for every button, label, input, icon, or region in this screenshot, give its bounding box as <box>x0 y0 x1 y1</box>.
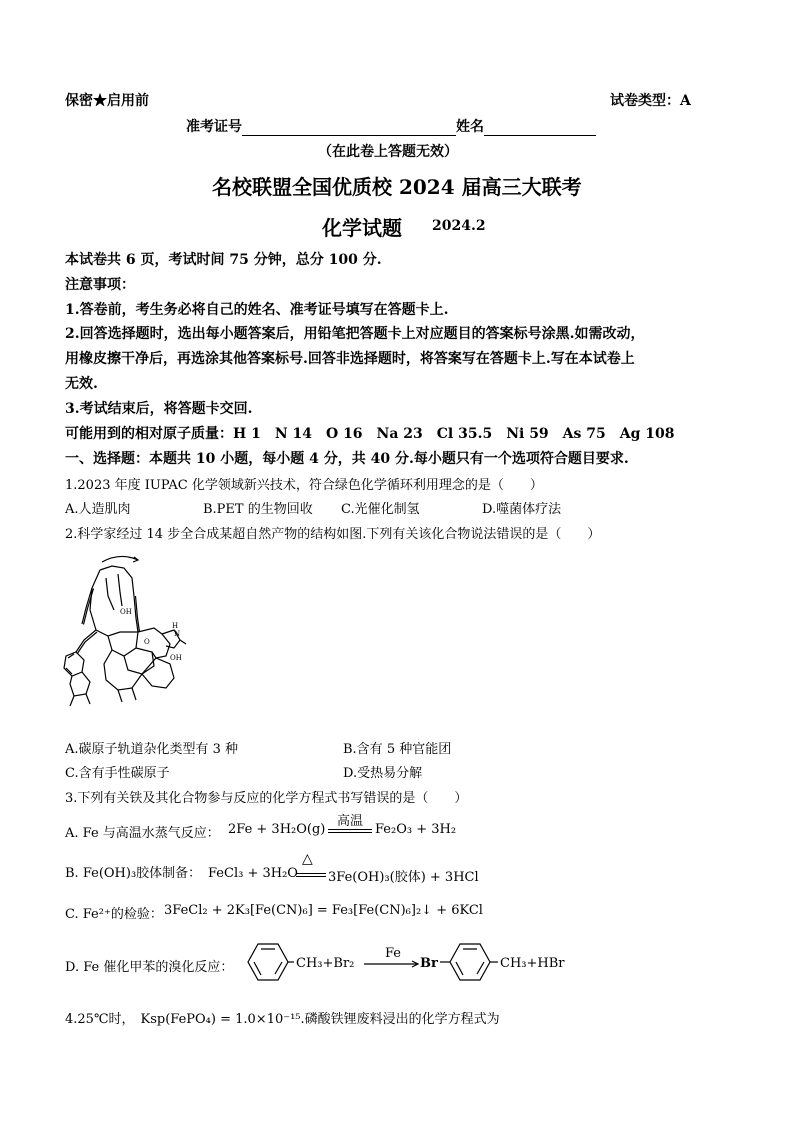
question-3-option-d-left: CH₃+Br₂ <box>296 956 355 971</box>
candidate-info-line <box>186 116 596 136</box>
question-1-option-d: D.噬菌体疗法 <box>482 502 562 517</box>
name-label: 姓名 <box>456 119 484 135</box>
question-3-option-a-right: Fe₂O₃ + 3H₂ <box>375 822 457 837</box>
section-1-heading: 一、选择题：本题共 10 小题，每小题 4 分，共 40 分.每小题只有一个选项符合题目要求. <box>65 451 629 467</box>
confidential-label: 保密★启用前 <box>65 93 149 109</box>
exam-date: 2024.2 <box>432 218 486 234</box>
benzene-ring-product <box>440 938 504 986</box>
question-1-option-b: B.PET 的生物回收 <box>203 502 313 517</box>
question-3-option-d-right: CH₃+HBr <box>500 956 565 971</box>
question-2-option-b: B.含有 5 种官能团 <box>343 742 452 757</box>
question-3-option-a-arrow <box>328 829 372 830</box>
figure-label-oh-2: OH <box>170 654 182 662</box>
question-3-option-c-label: C. Fe²⁺的检验： <box>65 907 163 922</box>
molecule-structure-figure <box>62 548 190 726</box>
note-2-line-2: 用橡皮擦干净后，再选涂其他答案标号.回答非选择题时，将答案写在答题卡上.写在本试卷上 <box>65 351 635 367</box>
question-3-option-d-label: D. Fe 催化甲苯的溴化反应： <box>65 960 234 975</box>
note-2-line-3: 无效. <box>65 376 98 392</box>
figure-label-n: N <box>174 630 181 638</box>
figure-label-oh-1: OH <box>120 608 132 616</box>
question-3-option-a-condition: 高温 <box>337 814 364 829</box>
question-3-stem: 3.下列有关铁及其化合物参与反应的化学方程式书写错误的是（ ） <box>65 791 468 806</box>
notes-heading: 注意事项： <box>65 277 135 293</box>
question-1-option-a: A.人造肌肉 <box>65 502 131 517</box>
ticket-number-blank <box>242 120 456 136</box>
exam-type-label: 试卷类型：A <box>610 93 691 109</box>
question-3-option-b-arrow-2 <box>296 876 326 877</box>
question-3-option-b-left: FeCl₃ + 3H₂O <box>208 866 298 881</box>
question-3-option-a-label: A. Fe 与高温水蒸气反应： <box>65 826 220 841</box>
question-4-ksp: Ksp(FePO₄) = 1.0×10⁻¹⁵ <box>140 1012 301 1027</box>
exam-intro: 本试卷共 6 页，考试时间 75 分钟，总分 100 分. <box>65 252 382 268</box>
subject-title: 化学试题 <box>322 216 402 240</box>
atomic-masses: 可能用到的相对原子质量：H 1 N 14 O 16 Na 23 Cl 35.5 Ni 59 As 75 Ag 108 <box>65 426 675 442</box>
question-2-option-d: D.受热易分解 <box>343 766 423 781</box>
benzene-ring-reactant <box>242 938 294 986</box>
figure-label-h: H <box>172 622 179 630</box>
question-2-option-c: C.含有手性碳原子 <box>65 766 170 781</box>
question-2-stem: 2.科学家经过 14 步全合成某超自然产物的结构如图.下列有关该化合物说法错误的是（ ） <box>65 527 601 542</box>
exam-title: 名校联盟全国优质校 2024 届高三大联考 <box>212 175 582 199</box>
note-2-line-1: 2.回答选择题时，选出每小题答案后，用铅笔把答题卡上对应题目的答案标号涂黑.如需改动， <box>65 326 645 342</box>
question-3-option-b-arrow <box>296 873 326 874</box>
question-2-option-a: A.碳原子轨道杂化类型有 3 种 <box>65 742 239 757</box>
question-3-option-d-condition: Fe <box>385 946 402 961</box>
note-3: 3.考试结束后，将答题卡交回. <box>65 401 253 417</box>
question-4-stem-prefix: 4.25℃时， <box>65 1012 135 1027</box>
question-3-option-d-bromo: Br <box>420 956 438 971</box>
question-4-stem-suffix: .磷酸铁锂废料浸出的化学方程式为 <box>300 1012 500 1027</box>
reaction-arrow <box>364 960 420 968</box>
note-1: 1.答卷前，考生务必将自己的姓名、准考证号填写在答题卡上. <box>65 302 449 318</box>
question-3-option-b-label: B. Fe(OH)₃胶体制备： <box>65 866 202 881</box>
question-3-option-b-condition: △ <box>302 851 313 867</box>
question-1-option-c: C.光催化制氢 <box>341 502 420 517</box>
question-3-option-a-left: 2Fe + 3H₂O(g) <box>228 822 326 837</box>
question-3-option-c-equation: 3FeCl₂ + 2K₃[Fe(CN)₆] = Fe₃[Fe(CN)₆]₂↓ + 6KCl <box>164 903 483 918</box>
question-3-option-b-right: 3Fe(OH)₃(胶体) + 3HCl <box>328 870 479 885</box>
invalid-note: （在此卷上答题无效） <box>318 144 458 160</box>
ticket-number-label: 准考证号 <box>186 119 242 135</box>
question-3-option-a-arrow-2 <box>328 832 372 833</box>
question-4-stem <box>65 1008 500 1027</box>
question-1-stem: 1.2023 年度 IUPAC 化学领域新兴技术，符合绿色化学循环利用理念的是（ ） <box>65 478 543 493</box>
figure-label-o: O <box>144 638 150 646</box>
name-blank <box>484 120 596 136</box>
